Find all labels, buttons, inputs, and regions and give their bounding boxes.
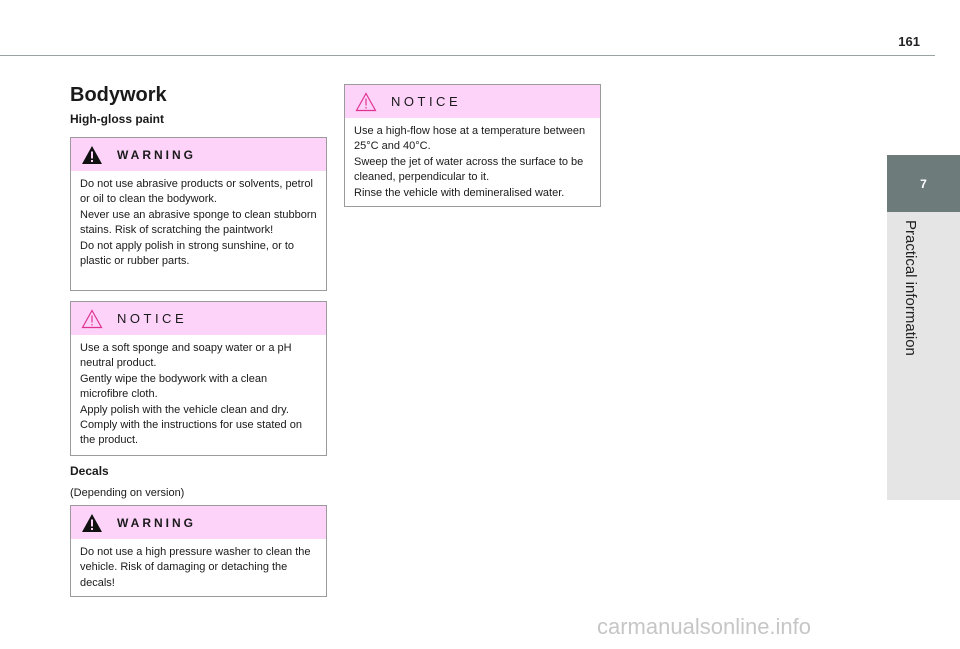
warning-header — [71, 138, 326, 171]
warning-body — [71, 539, 326, 599]
notice-body — [345, 118, 600, 209]
notice-box — [70, 301, 327, 456]
warning-header — [71, 506, 326, 539]
notice-line: Sweep the jet of water across the surface to be cleaned, perpendicular to it. — [354, 155, 584, 184]
header-divider — [0, 55, 935, 56]
warning-icon — [81, 145, 103, 165]
warning-box — [70, 137, 327, 291]
warning-label: WARNING — [117, 515, 196, 530]
warning-icon — [81, 513, 103, 533]
notice-body — [71, 335, 326, 457]
chapter-title: Practical information — [902, 220, 919, 356]
notice-line: Use a high-flow hose at a temperature between 25°C and 40°C. — [354, 125, 586, 153]
caution-icon — [355, 92, 377, 112]
notice-line: Use a soft sponge and soapy water or a pH neutral product. — [80, 342, 292, 370]
warning-body — [71, 171, 326, 277]
notice-header — [71, 302, 326, 335]
subsection-heading-high-gloss: High-gloss paint — [70, 112, 164, 126]
notice-label: NOTICE — [117, 311, 188, 326]
warning-line: Do not use a high pressure washer to clean the vehicle. Risk of damaging or detaching the decals! — [80, 546, 311, 589]
notice-label: NOTICE — [391, 94, 462, 109]
notice-line: Gently wipe the bodywork with a clean microfibre cloth. — [80, 372, 268, 401]
watermark: carmanualsonline.info — [597, 614, 812, 639]
notice-box-washing — [344, 84, 601, 207]
warning-box-decals — [70, 505, 327, 597]
notice-line: Rinse the vehicle with demineralised water. — [354, 186, 565, 199]
section-title: Bodywork — [70, 84, 167, 106]
warning-line: Never use an abrasive sponge to clean stubborn stains. Risk of scratching the paintwork! — [80, 208, 317, 237]
warning-line: Do not use abrasive products or solvents, petrol or oil to clean the bodywork. — [80, 178, 313, 206]
chapter-number: 7 — [920, 176, 927, 191]
subsection-heading-decals: Decals — [70, 464, 109, 478]
notice-header — [345, 85, 600, 118]
chapter-strip — [887, 212, 960, 500]
page-number: 161 — [898, 34, 920, 49]
warning-label: WARNING — [117, 147, 196, 162]
version-note: (Depending on version) — [70, 487, 185, 499]
caution-icon — [81, 309, 103, 329]
chapter-tab[interactable] — [887, 155, 960, 212]
warning-line: Do not apply polish in strong sunshine, or to plastic or rubber parts. — [80, 239, 295, 268]
notice-line: Apply polish with the vehicle clean and dry. Comply with the instructions for use stated on the product. — [80, 403, 302, 447]
